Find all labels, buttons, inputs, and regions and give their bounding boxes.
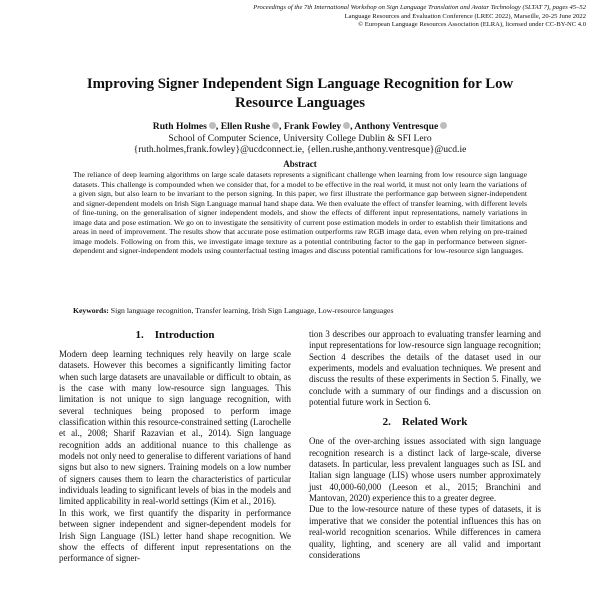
abstract-text: The reliance of deep learning algorithms on large scale datasets represents a significant challenge when learning from low resource sign language datasets. This challenge is compounded when we consider that, for a model to be effective in the real world, it must not only learn the variations of a given sign, but also learn to be invariant to the person signing. In this paper, we first illustrate the performance gap between signer-independent and signer-dependent models on Irish Sign Language manual hand shape data. We then evaluate the effect of transfer learning, with different levels of fine-tuning, on the generalisation of signer independent models, and show the effects of different input representations, namely variations in image data and pose estimation. We go on to investigate the sensitivity of current pose estimation models in order to establish their limitations and areas in need of improvement. The results show that accurate pose estimation outperforms raw RGB image data, even when relying on pre-trained image models. Following on from this, we investigate image texture as a potential contributing factor to the gap in performance between signer-dependent and signer-independent models using counterfactual testing images and discuss potential ramifications for low-resource sign languages. bbox=[73, 170, 527, 256]
related-work-paragraph: One of the over-arching issues associated with sign language recognition research is a distinct lack of large-scale, diverse datasets. In particular, less prevalent languages such as ISL and Italian sign language (LIS) whose users number approximately just 40,000-60,000 (Leeson et al., 2015; Branchini and Mantovan, 2020) experience this to a greater degree. bbox=[309, 436, 541, 504]
header-line-2: Language Resources and Evaluation Conference (LREC 2022), Marseille, 20-25 June 2022 bbox=[344, 12, 586, 20]
related-work-paragraph: Due to the low-resource nature of these types of datasets, it is imperative that we consider the potential influences this has on real-world recognition scenarios. While differences in camera quality, lighting, and scenery are all valid and important considerations bbox=[309, 504, 541, 560]
keywords bbox=[73, 306, 527, 316]
section-heading-introduction: 1. Introduction bbox=[135, 329, 215, 341]
affiliation: School of Computer Science, University College Dublin & SFI Lero bbox=[168, 132, 432, 144]
author-name: Ellen Rushe bbox=[220, 121, 271, 132]
orcid-icon[interactable] bbox=[272, 122, 279, 129]
intro-paragraph: In this work, we first quantify the disparity in performance between signer independent and signer-dependent models for Irish Sign Language (ISL) letter hand shape recognition. We show the effects of different input representations on the performance of signer- bbox=[59, 507, 291, 564]
orcid-icon[interactable] bbox=[209, 122, 216, 129]
author-name: Anthony Ventresque bbox=[354, 121, 439, 132]
section-heading-related-work: 2. Related Work bbox=[382, 416, 468, 429]
header-line-3: © European Language Resources Association (ELRA), licensed under CC-BY-NC 4.0 bbox=[358, 21, 586, 29]
author-emails: {ruth.holmes,frank.fowley}@ucdconnect.ie, {ellen.rushe,anthony.ventresque}@ucd.ie bbox=[133, 144, 467, 156]
right-column bbox=[309, 329, 541, 561]
keywords-text: Sign language recognition, Transfer learning, Irish Sign Language, Low-resource languages bbox=[110, 306, 394, 315]
author-names: Ruth Holmes , Ellen Rushe , Frank Fowley , Anthony Ventresque bbox=[40, 121, 560, 133]
intro-continuation-paragraph: tion 3 describes our approach to evaluating transfer learning and input representations for low-resource sign language recognition; Section 4 describes the details of the dataset used in our experiments, models and evaluation techniques. We present and discuss the results of these experiments in Section 5. Finally, we conclude with a summary of our findings and a discussion on potential future work in Section 6. bbox=[309, 329, 541, 408]
proceedings-header bbox=[46, 4, 586, 30]
orcid-icon[interactable] bbox=[440, 122, 447, 129]
left-column bbox=[59, 329, 291, 565]
author-block bbox=[40, 121, 560, 156]
orcid-icon[interactable] bbox=[343, 122, 350, 129]
abstract-heading: Abstract bbox=[283, 159, 317, 169]
keywords-label: Keywords: bbox=[73, 306, 109, 315]
paper-title: Improving Signer Independent Sign Language Recognition for Low Resource Languages bbox=[86, 76, 514, 111]
author-name: Frank Fowley bbox=[283, 121, 342, 132]
author-name: Ruth Holmes bbox=[152, 121, 207, 132]
intro-paragraph: Modern deep learning techniques rely heavily on large scale datasets. However this becomes a significantly limiting factor when such large datasets are unavailable or difficult to obtain, as is the case with many low-resource sign languages. This limitation is not unique to sign language recognition, with several techniques being proposed to perform image classification within this resource-constrained setting (Larochelle et al., 2008; Sharif Razavian et al., 2014). Sign language recognition adds an additional nuance to this challenge as models not only need to generalise to different variations of hand signs but also to new signers. Training models on a low number of signers causes them to learn the characteristics of particular individuals leading to significant levels of bias in the models and limited applicability in real-world settings (Kim et al., 2016). bbox=[59, 349, 291, 507]
header-line-1: Proceedings of the 7th International Workshop on Sign Language Translation and Avatar Technology (SLTAT 7), pages 45–52 bbox=[253, 4, 586, 11]
